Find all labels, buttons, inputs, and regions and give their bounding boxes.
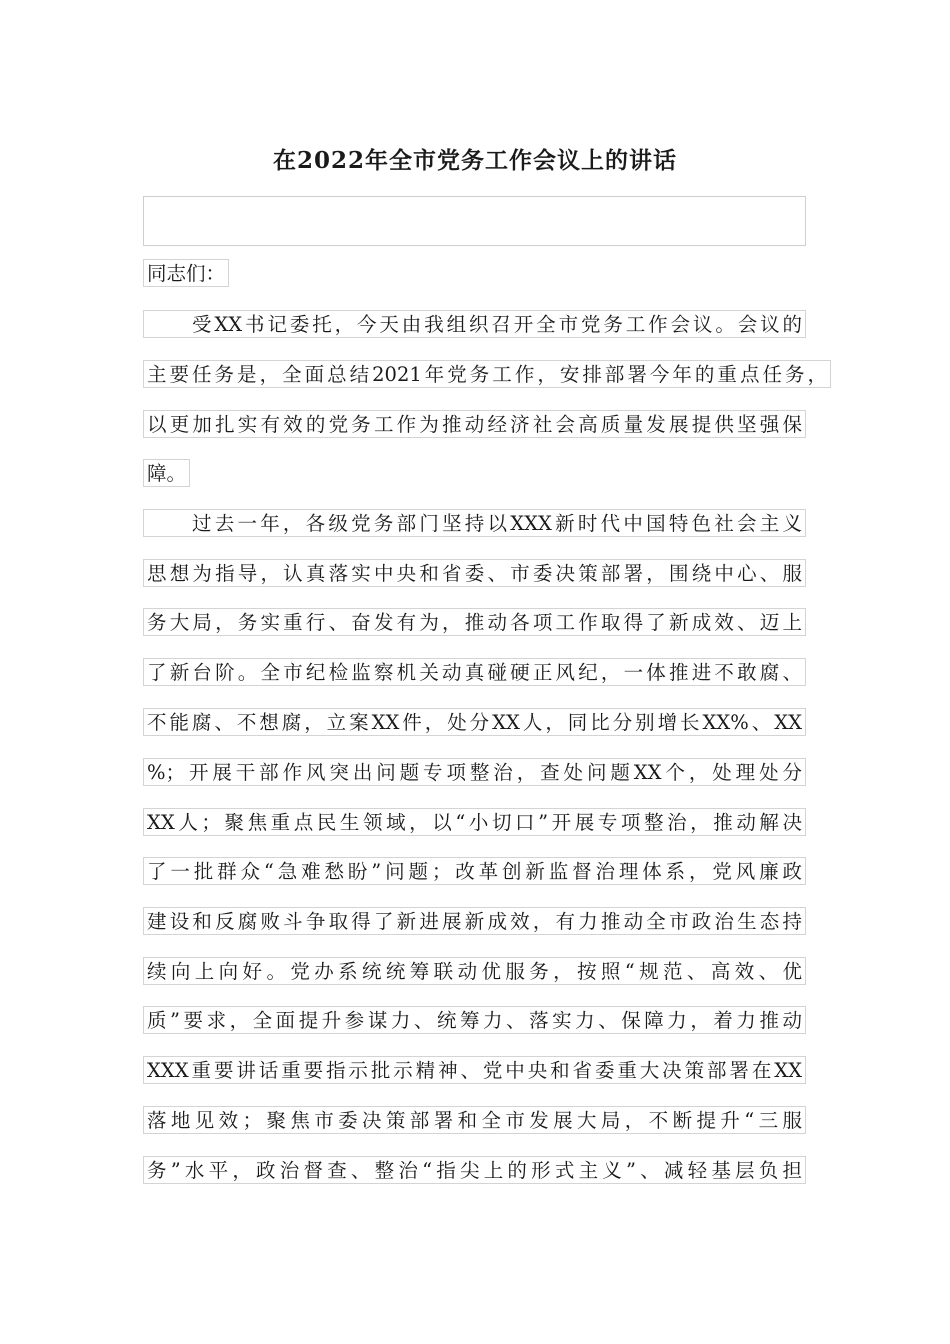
body-line: 务大局，务实重行、奋发有为，推动各项工作取得了新成效、迈上 [143, 608, 806, 636]
body-line: %；开展干部作风突出问题专项整治，查处问题XX个，处理处分 [143, 758, 806, 786]
body-line: 建设和反腐败斗争取得了新进展新成效，有力推动全市政治生态持 [143, 907, 806, 935]
body-line: 受XX书记委托，今天由我组织召开全市党务工作会议。会议的 [143, 310, 806, 338]
body-line: 以更加扎实有效的党务工作为推动经济社会高质量发展提供坚强保 [143, 410, 806, 438]
empty-text-box [143, 196, 806, 246]
body-line: 主要任务是，全面总结2021年党务工作，安排部署今年的重点任务， [143, 360, 831, 388]
page-title: 在2022年全市党务工作会议上的讲话 [272, 147, 677, 174]
body-line: 障。 [143, 459, 190, 487]
salutation: 同志们： [143, 259, 229, 287]
body-line: 过去一年，各级党务部门坚持以XXX新时代中国特色社会主义 [143, 509, 806, 537]
body-line: 思想为指导，认真落实中央和省委、市委决策部署，围绕中心、服 [143, 559, 806, 587]
body-line: 了新台阶。全市纪检监察机关动真碰硬正风纪，一体推进不敢腐、 [143, 658, 806, 686]
body-line: 不能腐、不想腐，立案XX件，处分XX人，同比分别增长XX%、XX [143, 708, 806, 736]
body-line: XXX重要讲话重要指示批示精神、党中央和省委重大决策部署在XX [143, 1056, 806, 1084]
body-line: XX人；聚焦重点民生领域，以“小切口”开展专项整治，推动解决 [143, 808, 806, 836]
body-line: 落地见效；聚焦市委决策部署和全市发展大局，不断提升“三服 [143, 1106, 806, 1134]
body-line: 务”水平，政治督查、整治“指尖上的形式主义”、减轻基层负担 [143, 1156, 806, 1184]
body-line: 续向上向好。党办系统统筹联动优服务，按照“规范、高效、优 [143, 957, 806, 985]
body-line: 质”要求，全面提升参谋力、统筹力、落实力、保障力，着力推动 [143, 1006, 806, 1034]
body-line: 了一批群众“急难愁盼”问题；改革创新监督治理体系，党风廉政 [143, 857, 806, 885]
